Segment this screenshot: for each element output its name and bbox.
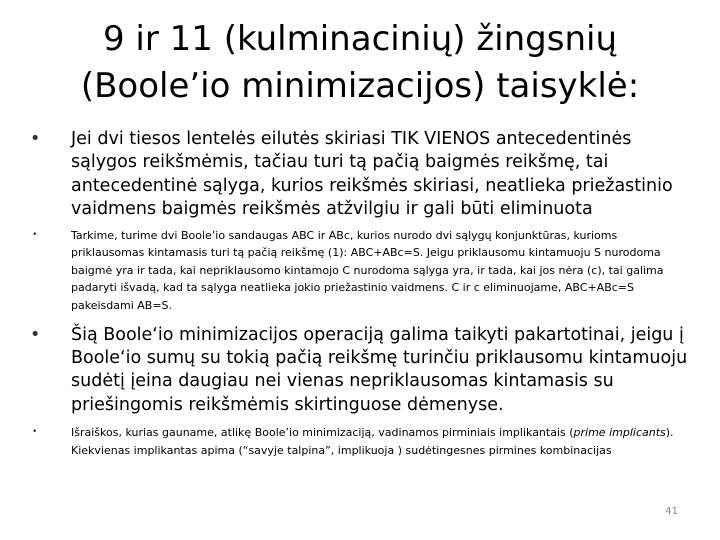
bullet-marker: • [32,229,38,240]
bullet-item-3 [0,324,720,418]
bullet-marker: • [32,427,38,438]
bullet-text-3: Šią Boole‘io minimizacijos operaciją galima taikyti pakartotinai, jeigu į Boole‘io sumų su tokią pačią reikšmę turinčiu priklausomu kintamuoju sudėtį įeina daugiau nei vienas nepriklausomas kintamasis su priešingomis reikšmėmis skirtinguose dėmenyse. [71,324,688,415]
bullet-item-1 [0,128,720,222]
slide-title [40,16,680,110]
slide-number: 41 [665,506,678,517]
bullet-marker: • [30,129,41,149]
title-line-1: 9 ir 11 (kulminacinių) žingsnių [102,19,618,59]
bullet-list [0,128,720,459]
bullet-item-4 [0,424,720,459]
bullet-text-4 [71,424,692,459]
bullet-text-4-part-1: Išraiškos, kurias gauname, atlikę Boole’io minimizaciją, vadinamos pirminiais implikantais ( [71,426,574,440]
bullet-text-4-part-2: ). Kiekvienas implikantas apima (“savyje talpina”, implikuoja ) sudėtingesnes pirmines kombinacijas [71,426,674,457]
title-line-2: (Boole’io minimizacijos) taisyklė: [80,66,640,106]
bullet-text-1: Jei dvi tiesos lentelės eilutės skiriasi TIK VIENOS antecedentinės sąlygos reikšmėmis, tačiau turi tą pačią baigmės reikšmę, tai antecedentinė sąlyga, kurios reikšmės skiriasi, neatlieka priežastinio vaidmens baigmės reikšmės atžvilgiu ir gali būti eliminuota [71,129,673,220]
bullet-item-2 [0,227,720,315]
bullet-text-2: Tarkime, turime dvi Boole’io sandaugas ABC ir ABc, kurios nurodo dvi sąlygų konjunktūras, kurioms priklausomas kintamasis turi tą pačią reikšmę (1): ABC+ABc=S. Jeigu priklausomu kintamuoju S nurodoma baigmė yra ir tada, kai nepriklausomo kintamojo C nurodoma sąlyga yra, ir tada, kai jos nėra (c), tai galima padaryti išvadą, kad ta sąlyga neatlieka jokio priežastinio vaidmens. C ir c eliminuojame, ABC+ABc=S pakeisdami AB=S. [71,228,664,312]
bullet-marker: • [30,324,41,345]
prime-implicants-term: prime implicants [573,426,666,440]
